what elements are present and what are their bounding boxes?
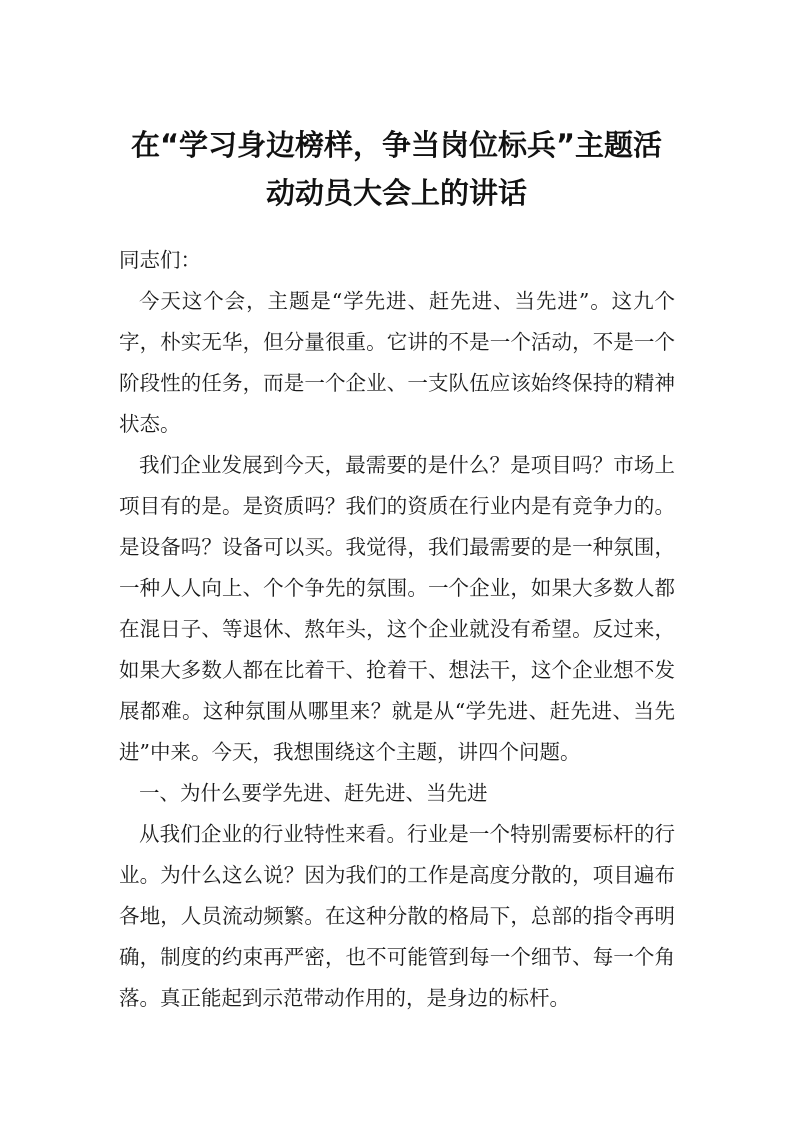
- paragraph-intro: 今天这个会，主题是“学先进、赶先进、当先进”。这九个字，朴实无华，但分量很重。它讲的不是一个活动，不是一个阶段性的任务，而是一个企业、一支队伍应该始终保持的精神状态。: [119, 289, 675, 436]
- paragraph-industry: 从我们企业的行业特性来看。行业是一个特别需要标杆的行业。为什么这么说？因为我们的工作是高度分散的，项目遍布各地，人员流动频繁。在这种分散的格局下，总部的指令再明确，制度的约束再严密，也不可能管到每一个细节、每一个角落。真正能起到示范带动作用的，是身边的标杆。: [119, 822, 675, 1010]
- document-title-line-1: 在“学习身边榜样，争当岗位标兵”主题活: [130, 128, 663, 162]
- paragraph-atmosphere: 我们企业发展到今天，最需要的是什么？是项目吗？市场上项目有的是。是资质吗？我们的资质在行业内是有竞争力的。是设备吗？设备可以买。我觉得，我们最需要的是一种氛围，一种人人向上、个个争先的氛围。一个企业，如果大多数人都在混日子、等退休、熬年头，这个企业就没有希望。反过来，如果大多数人都在比着干、抢着干、想法干，这个企业想不发展都难。这种氛围从哪里来？就是从“学先进、赶先进、当先进”中来。今天，我想围绕这个主题，讲四个问题。: [119, 453, 675, 764]
- section-heading-1: 一、为什么要学先进、赶先进、当先进: [139, 781, 488, 805]
- salutation: 同志们：: [119, 248, 201, 272]
- document-body: [119, 240, 675, 1019]
- document-title-line-2: 动动员大会上的讲话: [265, 176, 527, 210]
